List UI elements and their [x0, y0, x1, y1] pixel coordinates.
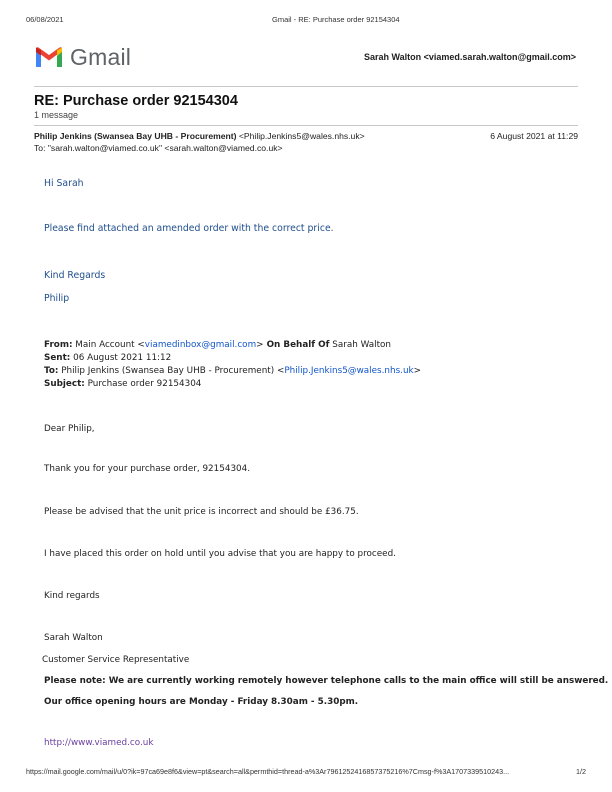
print-title: Gmail - RE: Purchase order 92154304: [272, 15, 400, 24]
sender-name: Philip Jenkins (Swansea Bay UHB - Procurement): [34, 131, 237, 141]
sender-email: <Philip.Jenkins5@wales.nhs.uk>: [236, 131, 365, 141]
reply-name: Philip: [44, 293, 70, 304]
from-label: From:: [44, 340, 73, 350]
print-url: https://mail.google.com/mail/u/0?ik=97ca69e8f6&view=pt&search=all&permthid=thread-a%3Ar7961252416857375216%7Cmsg-f%3A1707339510243...: [26, 767, 510, 776]
message-recipients: To: "sarah.walton@viamed.co.uk" <sarah.walton@viamed.co.uk>: [34, 143, 283, 153]
to-close: >: [413, 366, 421, 376]
sent-label: Sent:: [44, 353, 71, 363]
quoted-signoff: Kind regards: [44, 591, 100, 601]
website-link[interactable]: http://www.viamed.co.uk: [44, 738, 154, 748]
subject-label: Subject:: [44, 379, 85, 389]
to-text: Philip Jenkins (Swansea Bay UHB - Procurement) <: [58, 366, 285, 376]
behalf-label: On Behalf Of: [263, 340, 330, 350]
gmail-logo[interactable]: [34, 44, 131, 71]
reply-line: Please find attached an amended order with the correct price.: [44, 223, 334, 234]
subject-value: Purchase order 92154304: [84, 379, 202, 389]
remote-working-note: Please note: We are currently working remotely however telephone calls to the main office will still be answered.: [44, 676, 609, 686]
quoted-greeting: Dear Philip,: [44, 424, 95, 434]
quoted-subject: [44, 379, 201, 389]
reply-greeting: Hi Sarah: [44, 178, 84, 189]
behalf-name: Sarah Walton: [329, 340, 391, 350]
quoted-role: Customer Service Representative: [42, 655, 190, 665]
quoted-paragraph-1: Thank you for your purchase order, 92154304.: [44, 464, 251, 474]
quoted-sent: [44, 353, 171, 363]
from-text: Main Account <: [72, 340, 145, 350]
thread-subject: RE: Purchase order 92154304: [34, 93, 238, 109]
thread-divider: [34, 125, 578, 126]
quoted-to: [44, 366, 421, 376]
quoted-paragraph-2: Please be advised that the unit price is incorrect and should be £36.75.: [44, 507, 359, 517]
opening-hours: Our office opening hours are Monday - Friday 8.30am - 5.30pm.: [44, 697, 359, 707]
to-label: To:: [44, 366, 59, 376]
message-date: 6 August 2021 at 11:29: [490, 131, 578, 141]
quoted-paragraph-3: I have placed this order on hold until you advise that you are happy to proceed.: [44, 549, 396, 559]
page-number: 1/2: [576, 767, 586, 776]
reply-signoff: Kind Regards: [44, 270, 106, 281]
gmail-envelope-icon: [34, 46, 64, 69]
sent-value: 06 August 2021 11:12: [70, 353, 172, 363]
header-divider: [34, 86, 578, 87]
gmail-wordmark: Gmail: [70, 44, 132, 70]
quoted-from: [44, 340, 391, 350]
message-sender: [34, 131, 365, 141]
account-label: Sarah Walton <viamed.sarah.walton@gmail.com>: [363, 52, 576, 62]
from-close: >: [256, 340, 264, 350]
quoted-name: Sarah Walton: [44, 633, 103, 643]
message-count: 1 message: [34, 110, 79, 120]
print-date: 06/08/2021: [26, 15, 64, 24]
from-email-link[interactable]: viamedinbox@gmail.com: [144, 340, 257, 350]
to-email-link[interactable]: Philip.Jenkins5@wales.nhs.uk: [284, 366, 414, 376]
